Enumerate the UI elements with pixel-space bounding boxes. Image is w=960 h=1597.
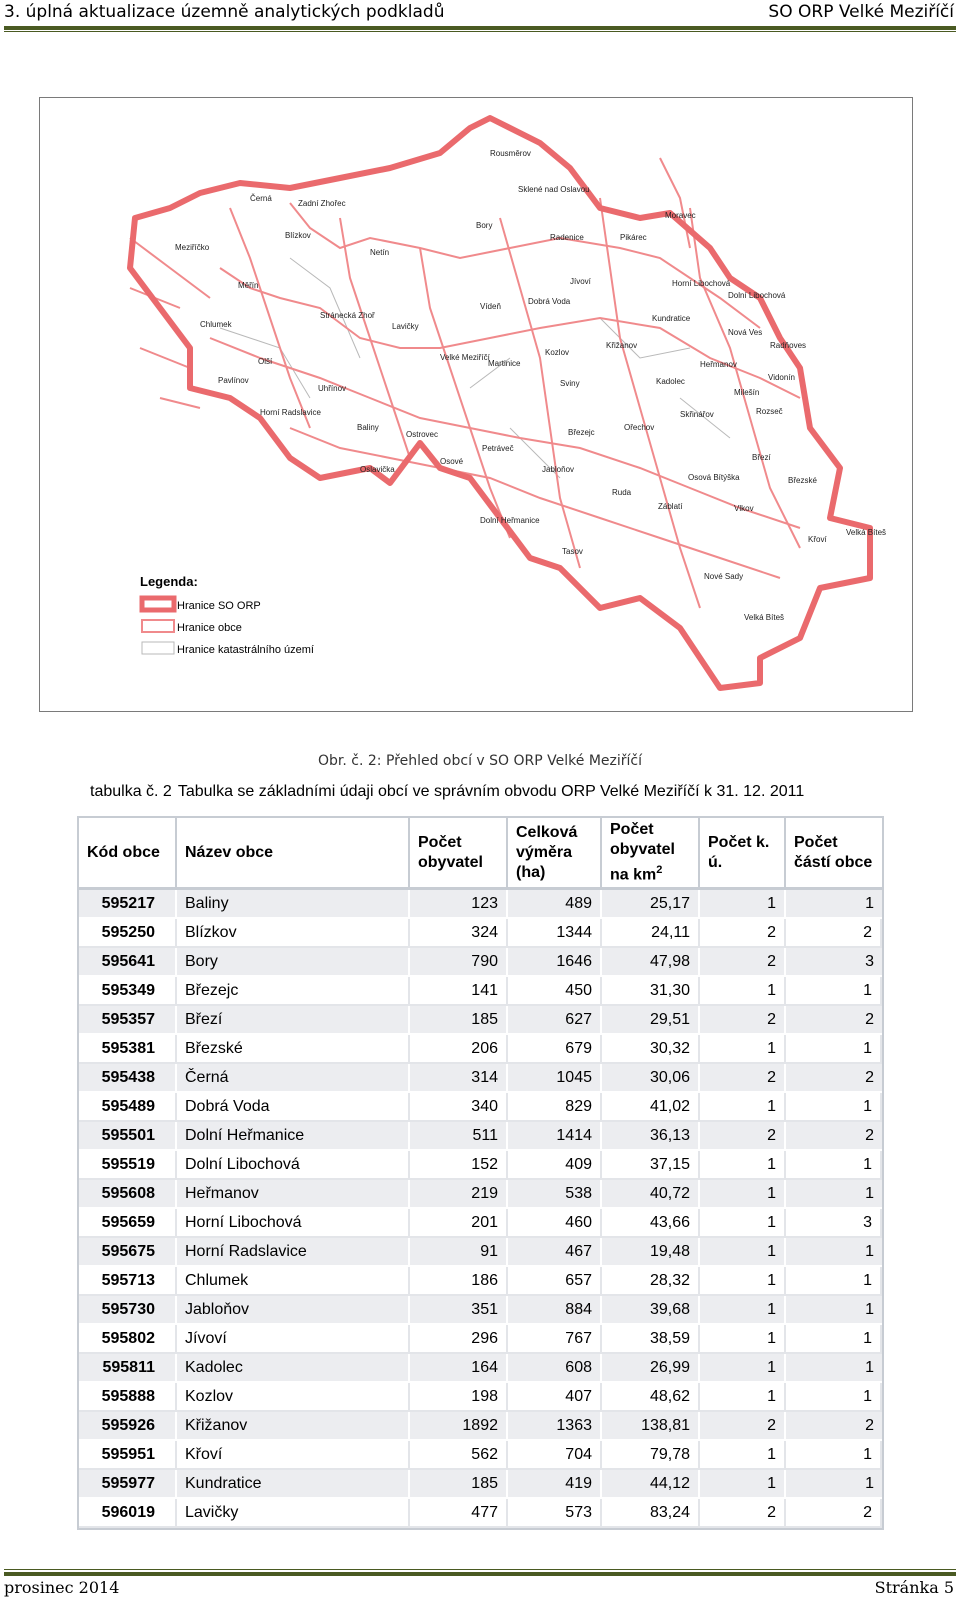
map-label: Dolní Heřmanice [480, 516, 540, 525]
cell-parts-count: 1 [786, 977, 882, 1006]
cell-code: 595659 [79, 1209, 177, 1238]
cell-population: 790 [410, 948, 508, 977]
cell-density: 40,72 [602, 1180, 700, 1209]
cell-area: 450 [508, 977, 602, 1006]
cell-area: 679 [508, 1035, 602, 1064]
cell-population: 1892 [410, 1412, 508, 1441]
footer-rule [4, 1572, 956, 1576]
map-label: Chlumek [200, 320, 232, 329]
table-row [79, 1209, 882, 1238]
map-label: Dobrá Voda [528, 297, 571, 306]
map-label: Křoví [808, 535, 827, 544]
map-label: Záblatí [658, 502, 683, 511]
col-header-area: Celková výměra (ha) [508, 818, 602, 890]
cell-population: 477 [410, 1499, 508, 1528]
cell-area: 627 [508, 1006, 602, 1035]
cell-cadastral-count: 1 [700, 1209, 786, 1238]
cell-area: 1045 [508, 1064, 602, 1093]
table-row [79, 1151, 882, 1180]
cell-population: 511 [410, 1122, 508, 1151]
table-row [79, 1412, 882, 1441]
cell-density: 28,32 [602, 1267, 700, 1296]
cell-name: Blízkov [177, 919, 410, 948]
cell-parts-count: 2 [786, 1006, 882, 1035]
cell-cadastral-count: 1 [700, 1238, 786, 1267]
cell-name: Heřmanov [177, 1180, 410, 1209]
table-title [90, 783, 804, 801]
cell-code: 595730 [79, 1296, 177, 1325]
cell-code: 596019 [79, 1499, 177, 1528]
table-row [79, 1267, 882, 1296]
cell-parts-count: 1 [786, 1238, 882, 1267]
map-label: Meziříčko [175, 243, 210, 252]
col-header-population: Počet obyvatel [410, 818, 508, 890]
table-row [79, 1035, 882, 1064]
cell-parts-count: 1 [786, 1325, 882, 1354]
cell-density: 44,12 [602, 1470, 700, 1499]
cell-density: 41,02 [602, 1093, 700, 1122]
cell-parts-count: 3 [786, 948, 882, 977]
cell-parts-count: 2 [786, 1412, 882, 1441]
cell-population: 314 [410, 1064, 508, 1093]
orp-map [39, 97, 913, 712]
cell-code: 595713 [79, 1267, 177, 1296]
table-row [79, 1470, 882, 1499]
table-label: tabulka č. 2 [90, 783, 172, 800]
cell-area: 538 [508, 1180, 602, 1209]
legend-item-cadastral: Hranice katastrálního území [177, 644, 314, 656]
cell-code: 595608 [79, 1180, 177, 1209]
cell-code: 595977 [79, 1470, 177, 1499]
map-label: Rousměrov [490, 149, 531, 158]
cell-parts-count: 2 [786, 1499, 882, 1528]
map-label: Křižanov [606, 341, 638, 350]
map-label: Uhřínov [318, 384, 347, 393]
cell-density: 39,68 [602, 1296, 700, 1325]
map-label: Radňoves [770, 341, 807, 350]
cell-area: 1363 [508, 1412, 602, 1441]
table-row [79, 1441, 882, 1470]
figure-caption: Obr. č. 2: Přehled obcí v SO ORP Velké Meziříčí [318, 753, 642, 769]
table-row [79, 1354, 882, 1383]
col-header-code: Kód obce [79, 818, 177, 890]
map-label: Kozlov [545, 348, 570, 357]
cell-population: 152 [410, 1151, 508, 1180]
cell-density: 37,15 [602, 1151, 700, 1180]
map-label: Nové Sady [704, 572, 744, 581]
footer-rule-thin [4, 1569, 956, 1570]
map-label: Lavičky [392, 322, 419, 331]
map-label: Vidonín [768, 373, 795, 382]
cell-parts-count: 1 [786, 1354, 882, 1383]
map-label: Osová Bítýška [688, 473, 740, 482]
cell-code: 595811 [79, 1354, 177, 1383]
map-label: Měřín [238, 281, 259, 290]
cell-code: 595675 [79, 1238, 177, 1267]
map-label: Ruda [612, 488, 632, 497]
cell-area: 573 [508, 1499, 602, 1528]
cell-area: 704 [508, 1441, 602, 1470]
cell-area: 608 [508, 1354, 602, 1383]
map-label: Březejc [568, 428, 595, 437]
cell-population: 206 [410, 1035, 508, 1064]
cell-parts-count: 2 [786, 1064, 882, 1093]
legend-swatch-orp [142, 598, 174, 610]
table-body [79, 890, 882, 1528]
map-label: Dolní Libochová [728, 291, 786, 300]
cell-cadastral-count: 2 [700, 1499, 786, 1528]
map-label: Březí [752, 453, 771, 462]
cell-code: 595489 [79, 1093, 177, 1122]
map-label: Petráveč [482, 444, 514, 453]
cell-parts-count: 1 [786, 1035, 882, 1064]
map-label: Oslavička [360, 465, 395, 474]
cell-density: 79,78 [602, 1441, 700, 1470]
cell-cadastral-count: 2 [700, 1122, 786, 1151]
map-label: Horní Radslavice [260, 408, 321, 417]
cell-cadastral-count: 1 [700, 1035, 786, 1064]
map-label: Pavlínov [218, 376, 249, 385]
header-document-title: 3. úplná aktualizace územně analytických podkladů [4, 2, 445, 22]
cell-population: 185 [410, 1006, 508, 1035]
col-header-parts-count: Počet částí obce [786, 818, 882, 890]
cell-name: Jabloňov [177, 1296, 410, 1325]
cell-cadastral-count: 1 [700, 1325, 786, 1354]
map-label: Horní Libochová [672, 279, 731, 288]
cell-name: Horní Libochová [177, 1209, 410, 1238]
cell-name: Křižanov [177, 1412, 410, 1441]
cell-area: 467 [508, 1238, 602, 1267]
cell-population: 351 [410, 1296, 508, 1325]
cell-area: 489 [508, 890, 602, 919]
map-label: Vídeň [480, 302, 501, 311]
col-header-cadastral-count: Počet k. ú. [700, 818, 786, 890]
map-label: Rozseč [756, 407, 783, 416]
table-row [79, 1296, 882, 1325]
cell-name: Dobrá Voda [177, 1093, 410, 1122]
cell-density: 24,11 [602, 919, 700, 948]
legend-swatch-municipal [142, 620, 174, 632]
map-label: Ostrovec [406, 430, 439, 439]
cell-density: 31,30 [602, 977, 700, 1006]
map-label: Kundratice [652, 314, 691, 323]
cell-name: Křoví [177, 1441, 410, 1470]
table-row [79, 1238, 882, 1267]
map-label: Velká Bíteš [744, 613, 785, 622]
cell-cadastral-count: 2 [700, 1064, 786, 1093]
cell-code: 595381 [79, 1035, 177, 1064]
map-label: Ořechov [624, 423, 655, 432]
cell-density: 38,59 [602, 1325, 700, 1354]
cell-area: 419 [508, 1470, 602, 1499]
cell-code: 595501 [79, 1122, 177, 1151]
table-row [79, 1180, 882, 1209]
header-rule [4, 26, 956, 30]
cell-population: 123 [410, 890, 508, 919]
map-label: Velké Meziříčí [440, 353, 490, 362]
cell-cadastral-count: 1 [700, 1354, 786, 1383]
map-label: Stránecká Zhoř [320, 311, 375, 320]
map-label: Moravec [665, 211, 696, 220]
map-label: Olší [258, 357, 273, 366]
cell-parts-count: 1 [786, 1093, 882, 1122]
cell-area: 407 [508, 1383, 602, 1412]
cell-population: 324 [410, 919, 508, 948]
cell-density: 48,62 [602, 1383, 700, 1412]
map-label: Jabloňov [542, 465, 575, 474]
map-label: Tasov [562, 547, 583, 556]
table-row [79, 919, 882, 948]
col-header-density: Počet obyvatel na $km^2$ [602, 818, 700, 890]
cell-cadastral-count: 1 [700, 1296, 786, 1325]
cell-name: Dolní Heřmanice [177, 1122, 410, 1151]
cell-parts-count: 1 [786, 1267, 882, 1296]
page-header [0, 0, 960, 26]
cell-name: Bory [177, 948, 410, 977]
map-label: Netín [370, 248, 390, 257]
cell-code: 595951 [79, 1441, 177, 1470]
map-label: Sklené nad Oslavou [518, 185, 590, 194]
cell-name: Baliny [177, 890, 410, 919]
cell-parts-count: 2 [786, 1122, 882, 1151]
cell-cadastral-count: 1 [700, 1180, 786, 1209]
cell-name: Březí [177, 1006, 410, 1035]
col-header-name: Název obce [177, 818, 410, 890]
header-rule-thin [4, 31, 956, 32]
table-title-text: Tabulka se základními údaji obcí ve správním obvodu ORP Velké Meziříčí k 31. 12. 2011 [177, 783, 805, 800]
cell-parts-count: 1 [786, 890, 882, 919]
cell-density: 83,24 [602, 1499, 700, 1528]
cell-code: 595641 [79, 948, 177, 977]
cell-population: 186 [410, 1267, 508, 1296]
cell-code: 595250 [79, 919, 177, 948]
map-svg [40, 98, 912, 711]
map-label: Heřmanov [700, 360, 737, 369]
cell-population: 198 [410, 1383, 508, 1412]
cell-population: 201 [410, 1209, 508, 1238]
header-authority: SO ORP Velké Meziříčí [768, 2, 954, 22]
cell-area: 829 [508, 1093, 602, 1122]
cell-cadastral-count: 1 [700, 1267, 786, 1296]
cell-name: Dolní Libochová [177, 1151, 410, 1180]
cell-parts-count: 1 [786, 1151, 882, 1180]
cell-name: Kadolec [177, 1354, 410, 1383]
table-row [79, 1064, 882, 1093]
map-label: Skřinářov [680, 410, 714, 419]
cell-area: 1414 [508, 1122, 602, 1151]
cell-population: 164 [410, 1354, 508, 1383]
cell-density: 25,17 [602, 890, 700, 919]
map-label: Pikárec [620, 233, 647, 242]
cell-area: 460 [508, 1209, 602, 1238]
cell-population: 340 [410, 1093, 508, 1122]
cell-density: 29,51 [602, 1006, 700, 1035]
cell-area: 657 [508, 1267, 602, 1296]
cell-code: 595519 [79, 1151, 177, 1180]
cell-name: Kozlov [177, 1383, 410, 1412]
legend-item-municipal: Hranice obce [177, 622, 242, 634]
cell-code: 595888 [79, 1383, 177, 1412]
map-label: Bory [476, 221, 493, 230]
cell-name: Horní Radslavice [177, 1238, 410, 1267]
municipalities-table [77, 816, 884, 1530]
cell-population: 296 [410, 1325, 508, 1354]
cell-density: 30,32 [602, 1035, 700, 1064]
table-row [79, 977, 882, 1006]
map-label: Černá [250, 194, 272, 203]
cell-density: 36,13 [602, 1122, 700, 1151]
cell-parts-count: 1 [786, 1383, 882, 1412]
cell-density: 138,81 [602, 1412, 700, 1441]
cell-name: Březejc [177, 977, 410, 1006]
map-label: Velká Bíteš [846, 528, 887, 537]
cell-parts-count: 1 [786, 1470, 882, 1499]
cell-population: 141 [410, 977, 508, 1006]
legend-item-orp: Hranice SO ORP [177, 600, 261, 612]
map-label: Březské [788, 476, 817, 485]
map-label: Radenice [550, 233, 584, 242]
map-label: Baliny [357, 423, 379, 432]
cell-density: 30,06 [602, 1064, 700, 1093]
table-row [79, 890, 882, 919]
cell-cadastral-count: 1 [700, 1383, 786, 1412]
legend-title: Legenda: [140, 574, 198, 589]
cell-parts-count: 1 [786, 1296, 882, 1325]
cell-area: 767 [508, 1325, 602, 1354]
table-row [79, 1122, 882, 1151]
cell-parts-count: 1 [786, 1441, 882, 1470]
cell-cadastral-count: 2 [700, 948, 786, 977]
cell-cadastral-count: 2 [700, 919, 786, 948]
cell-code: 595802 [79, 1325, 177, 1354]
map-label: Zadní Zhořec [298, 199, 346, 208]
cell-area: 1344 [508, 919, 602, 948]
cell-population: 91 [410, 1238, 508, 1267]
table-row [79, 948, 882, 977]
map-label: Osové [440, 457, 464, 466]
map-label: Martinice [488, 359, 521, 368]
map-label: Nová Ves [728, 328, 763, 337]
cell-name: Kundratice [177, 1470, 410, 1499]
cell-area: 409 [508, 1151, 602, 1180]
map-label: Blízkov [285, 231, 311, 240]
table-header-row [79, 818, 882, 890]
cell-cadastral-count: 1 [700, 1151, 786, 1180]
cell-name: Lavičky [177, 1499, 410, 1528]
table-row [79, 1006, 882, 1035]
cell-cadastral-count: 1 [700, 1441, 786, 1470]
cell-population: 219 [410, 1180, 508, 1209]
cell-name: Březské [177, 1035, 410, 1064]
cell-parts-count: 3 [786, 1209, 882, 1238]
cell-code: 595438 [79, 1064, 177, 1093]
cell-code: 595926 [79, 1412, 177, 1441]
map-label: Kadolec [656, 377, 685, 386]
legend-swatch-cadastral [142, 642, 174, 654]
cell-density: 26,99 [602, 1354, 700, 1383]
cell-cadastral-count: 1 [700, 1093, 786, 1122]
cell-area: 884 [508, 1296, 602, 1325]
cell-cadastral-count: 1 [700, 977, 786, 1006]
footer-date: prosinec 2014 [4, 1578, 120, 1597]
cell-parts-count: 2 [786, 919, 882, 948]
cell-name: Jívoví [177, 1325, 410, 1354]
cell-population: 562 [410, 1441, 508, 1470]
map-legend [140, 574, 314, 656]
table-row [79, 1383, 882, 1412]
cell-code: 595217 [79, 890, 177, 919]
map-label: Vlkov [734, 504, 754, 513]
cell-density: 43,66 [602, 1209, 700, 1238]
cell-density: 47,98 [602, 948, 700, 977]
cell-name: Chlumek [177, 1267, 410, 1296]
cell-name: Černá [177, 1064, 410, 1093]
cell-parts-count: 1 [786, 1180, 882, 1209]
map-label: Jívoví [570, 277, 591, 286]
table-row [79, 1325, 882, 1354]
cell-cadastral-count: 2 [700, 1006, 786, 1035]
cell-cadastral-count: 1 [700, 1470, 786, 1499]
cell-code: 595357 [79, 1006, 177, 1035]
cell-cadastral-count: 2 [700, 1412, 786, 1441]
table-row [79, 1093, 882, 1122]
map-label: Milešín [734, 388, 760, 397]
cell-area: 1646 [508, 948, 602, 977]
table-row [79, 1499, 882, 1528]
cell-code: 595349 [79, 977, 177, 1006]
footer-page-number: Stránka 5 [874, 1578, 954, 1597]
cell-population: 185 [410, 1470, 508, 1499]
map-label: Sviny [560, 379, 580, 388]
cell-density: 19,48 [602, 1238, 700, 1267]
cell-cadastral-count: 1 [700, 890, 786, 919]
